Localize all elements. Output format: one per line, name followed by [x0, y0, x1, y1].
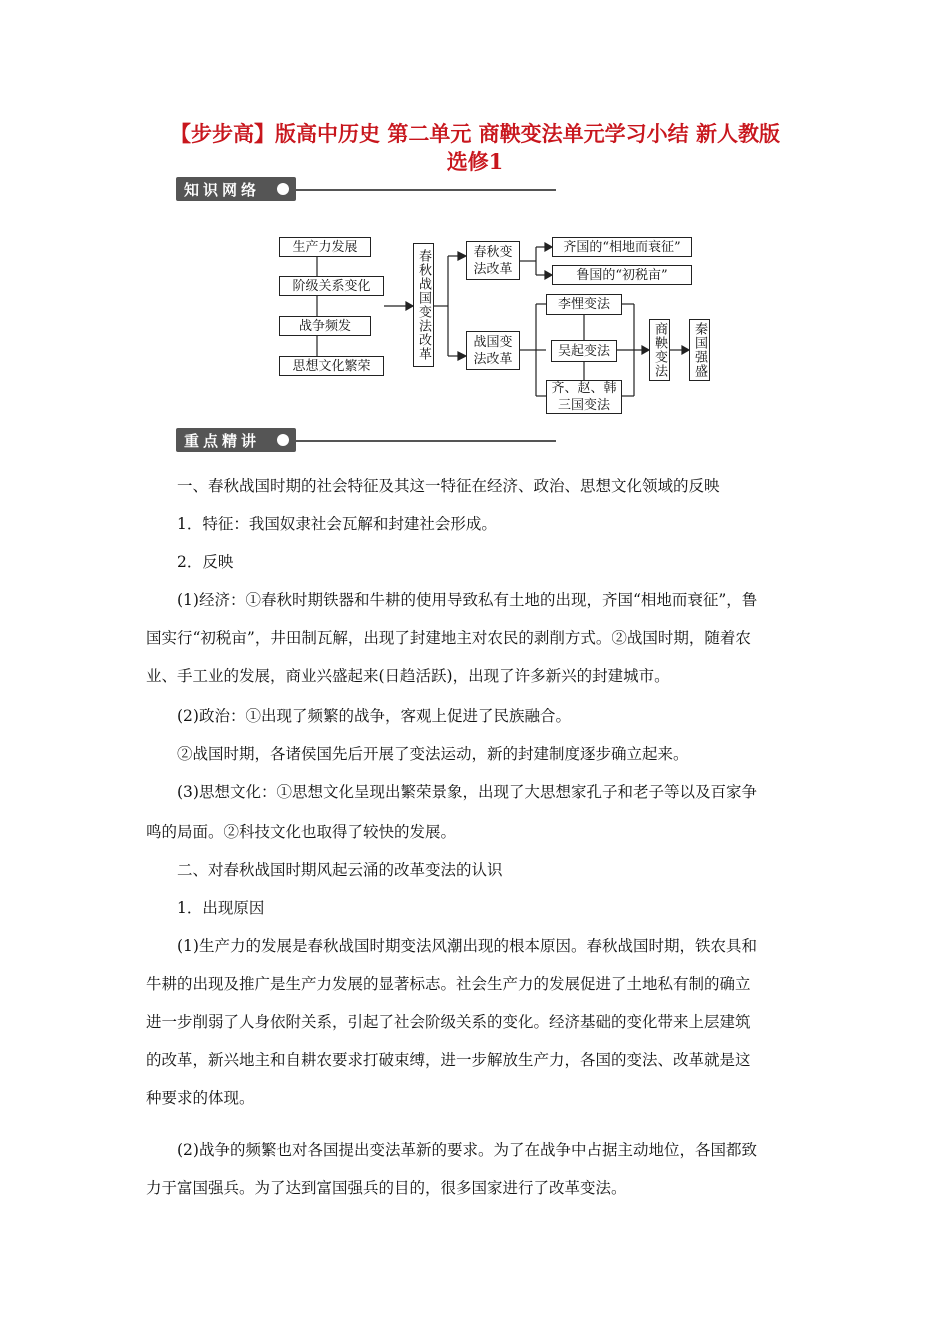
cause-box-wars: 战争频发	[279, 316, 371, 336]
cause-box-productivity: 生产力发展	[279, 237, 371, 257]
body-line: (1)经济：①春秋时期铁器和牛耕的使用导致私有土地的出现，齐国“相地而衰征”，鲁	[177, 591, 758, 609]
warring-item-wu-qi: 吴起变法	[551, 340, 617, 362]
section-header-knowledge-network	[176, 177, 556, 201]
body-line: (3)思想文化：①思想文化呈现出繁荣景象，出现了大思想家孔子和老子等以及百家争	[177, 783, 757, 801]
section-header-label: 知识网络	[184, 181, 261, 199]
shang-yang-reform-box: 商鞅变法	[649, 319, 670, 381]
body-line: 种要求的体现。	[146, 1089, 255, 1107]
body-line: 力于富国强兵。为了达到富国强兵的目的，很多国家进行了改革变法。	[146, 1179, 627, 1197]
body-line: ②战国时期，各诸侯国先后开展了变法运动，新的封建制度逐步确立起来。	[177, 745, 689, 763]
body-line: 1．出现原因	[177, 899, 265, 917]
cause-box-thought-culture: 思想文化繁荣	[279, 356, 384, 376]
body-line: 业、手工业的发展，商业兴盛起来(日趋活跃)，出现了许多新兴的封建城市。	[146, 667, 670, 685]
title-line-1: 【步步高】版高中历史 第二单元 商鞅变法单元学习小结 新人教版	[170, 121, 780, 146]
section-header-label: 重点精讲	[184, 432, 261, 450]
body-line: 2．反映	[177, 553, 234, 571]
body-line: (1)生产力的发展是春秋战国时期变法风潮出现的根本原因。春秋战国时期，铁农具和	[177, 937, 757, 955]
warring-item-three-states: 齐、赵、韩 三国变法	[546, 380, 622, 414]
section-rule	[296, 189, 556, 191]
document-title	[90, 120, 860, 176]
body-line: (2)战争的频繁也对各国提出变法革新的要求。为了在战争中占据主动地位，各国都致	[177, 1141, 757, 1159]
spring-item-lu: 鲁国的“初税亩”	[552, 265, 692, 285]
spring-item-qi: 齐国的“相地而衰征”	[552, 237, 692, 257]
warring-states-reform-box: 战国变 法改革	[466, 331, 520, 370]
body-line: 进一步削弱了人身依附关系，引起了社会阶级关系的变化。经济基础的变化带来上层建筑	[146, 1013, 751, 1031]
body-line: 二、对春秋战国时期风起云涌的改革变法的认识	[177, 861, 503, 879]
center-box-reform: 春秋战国变法改革	[413, 243, 434, 367]
body-line: 一、春秋战国时期的社会特征及其这一特征在经济、政治、思想文化领域的反映	[177, 477, 720, 495]
body-line: 1．特征：我国奴隶社会瓦解和封建社会形成。	[177, 515, 497, 533]
section-header-key-points	[176, 428, 556, 452]
body-line: 的改革，新兴地主和自耕农要求打破束缚，进一步解放生产力，各国的变法、改革就是这	[146, 1051, 751, 1069]
body-line: 鸣的局面。②科技文化也取得了较快的发展。	[146, 823, 457, 841]
cause-box-class-relations: 阶级关系变化	[279, 276, 384, 296]
title-line-2: 选修1	[446, 149, 504, 174]
qin-strong-box: 秦国强盛	[689, 319, 710, 381]
body-line: 国实行“初税亩”，井田制瓦解，出现了封建地主对农民的剥削方式。②战国时期，随着农	[146, 629, 751, 647]
bullet-dot-icon	[277, 183, 289, 195]
warring-item-li-kui: 李悝变法	[546, 294, 622, 315]
body-line: 牛耕的出现及推广是生产力发展的显著标志。社会生产力的发展促进了土地私有制的确立	[146, 975, 751, 993]
spring-autumn-reform-box: 春秋变 法改革	[466, 241, 520, 280]
body-line: (2)政治：①出现了频繁的战争，客观上促进了民族融合。	[177, 707, 571, 725]
section-rule	[296, 440, 556, 442]
bullet-dot-icon	[277, 434, 289, 446]
